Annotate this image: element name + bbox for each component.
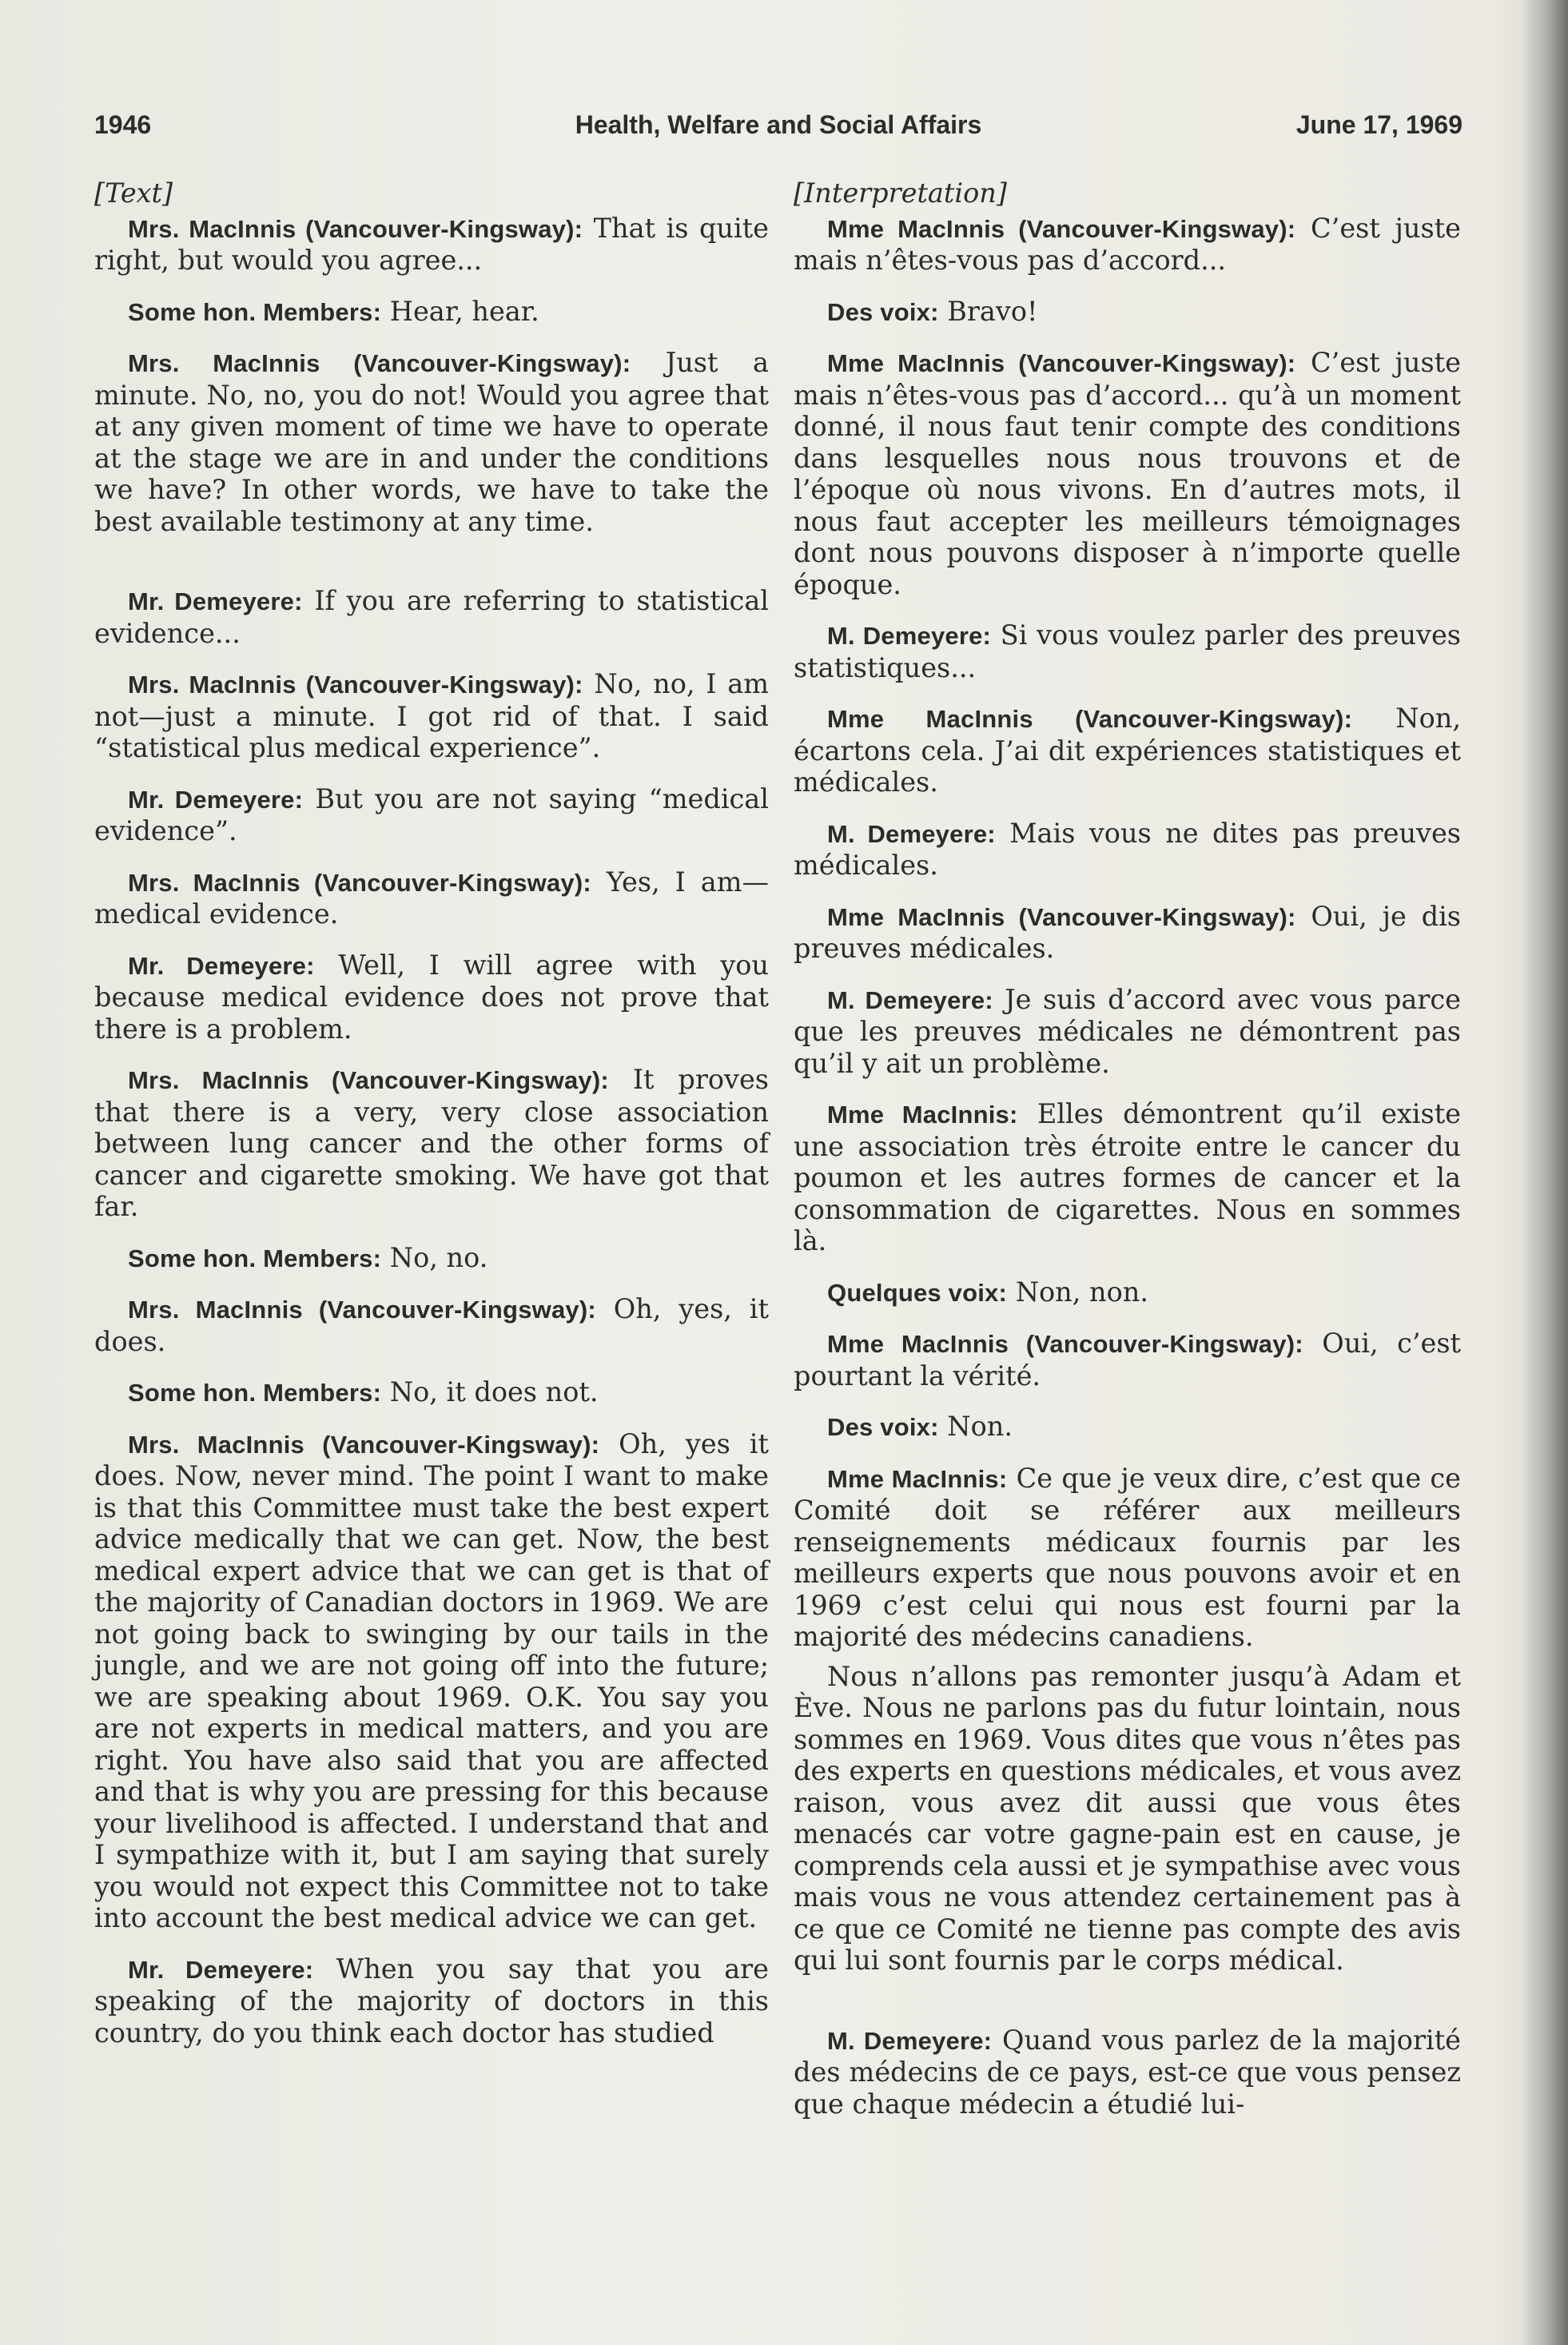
page-number: 1946 (94, 110, 152, 139)
paragraph (794, 1328, 1461, 1391)
speaker-name: Mr. Demeyere: (128, 1955, 314, 1984)
paragraph-text: Elles démontrent qu’il existe une association très étroite entre le cancer du poumon et les autres formes de cancer et la consommation de cigarettes. Nous en sommes là. (794, 1098, 1461, 1256)
speaker-name: Mr. Demeyere: (128, 785, 304, 814)
paragraph-text: Yes, I am—medical evidence. (94, 866, 769, 930)
paragraph (94, 213, 769, 277)
paragraph (794, 347, 1461, 600)
paragraph (94, 1293, 769, 1357)
speaker-name: Mrs. MacInnis (Vancouver-Kingsway): (128, 214, 583, 243)
speaker-name: Some hon. Members: (128, 1379, 382, 1407)
paragraph-text: Oh, yes, it does. (94, 1293, 769, 1357)
paragraph (794, 1276, 1461, 1309)
speaker-name: Mme MacInnis (Vancouver-Kingsway): (827, 705, 1353, 733)
paragraph-text: Mais vous ne dites pas preuves médicales. (794, 817, 1461, 881)
speaker-name: Mme MacInnis (Vancouver-Kingsway): (827, 349, 1296, 377)
paragraph-text: No, no, I am not—just a minute. I got rid of that. I said “statistical plus medical experience”. (94, 668, 769, 763)
speaker-name: Mr. Demeyere: (128, 951, 315, 980)
paragraph (94, 1064, 769, 1223)
paragraph (794, 1411, 1461, 1443)
speaker-name: Mrs. MacInnis (Vancouver-Kingsway): (128, 671, 583, 699)
paragraph-text: It proves that there is a very, very close association between lung cancer and the other forms of cancer and cigarette smoking. We have got that far. (94, 1064, 769, 1222)
paragraph (794, 1661, 1461, 1977)
paragraph (94, 1242, 769, 1275)
speaker-name: Mme MacInnis (Vancouver-Kingsway): (827, 1330, 1303, 1358)
column-heading-interpretation: [Interpretation] (794, 177, 1007, 209)
paragraph-text: C’est juste mais n’êtes-vous pas d’accord... qu’à un moment donné, il nous faut tenir compte des conditions dans lesquelles nous nous trouvons et de l’époque où nous vivons. En d’autres mots, il nous faut accepter les meilleurs témoignages dont nous pouvons disposer à n’importe quelle époque. (794, 347, 1461, 600)
speaker-name: Quelques voix: (827, 1278, 1008, 1307)
paragraph (794, 901, 1461, 965)
speaker-name: Mrs. MacInnis (Vancouver-Kingsway): (128, 1430, 600, 1459)
paragraph-text: Oui, je dis preuves médicales. (794, 900, 1461, 964)
paragraph (794, 1463, 1461, 1653)
paragraph-text: Quand vous parlez de la majorité des médecins de ce pays, est-ce que vous pensez que chaque médecin a étudié lui- (794, 2024, 1461, 2120)
paragraph-text: That is quite right, but would you agree... (94, 212, 769, 276)
paragraph-text: When you say that you are speaking of the majority of doctors in this country, do you think each doctor has studied (94, 1953, 770, 2048)
speaker-name: Mrs. MacInnis (Vancouver-Kingsway): (128, 868, 591, 897)
running-header (94, 110, 1463, 150)
english-text-column (94, 177, 769, 2068)
column-heading-text: [Text] (94, 177, 173, 209)
paragraph (94, 668, 769, 764)
paragraph-text: But you are not saying “medical evidence”. (94, 782, 769, 846)
paragraph (794, 213, 1461, 277)
paragraph (794, 619, 1461, 683)
paragraph-text: Oui, c’est pourtant la vérité. (794, 1328, 1461, 1391)
paragraph-text: Well, I will agree with you because medical evidence does not prove that there is a problem. (94, 949, 770, 1045)
paragraph (94, 585, 769, 649)
page-spine-shadow (1520, 0, 1568, 2345)
paragraph (94, 783, 769, 847)
paragraph (794, 1098, 1461, 1257)
paragraph (794, 296, 1461, 328)
speaker-name: Mrs. MacInnis (Vancouver-Kingsway): (128, 349, 631, 377)
paragraph-text: Non, écartons cela. J’ai dit expériences statistiques et médicales. (794, 703, 1461, 798)
speaker-name: Mme MacInnis (Vancouver-Kingsway): (827, 902, 1296, 931)
speaker-name: M. Demeyere: (827, 985, 993, 1014)
speaker-name: M. Demeyere: (827, 819, 996, 848)
speaker-name: Mrs. MacInnis (Vancouver-Kingsway): (128, 1296, 596, 1324)
paragraph-text: Hear, hear. (389, 295, 539, 327)
paragraph-text: Non. (947, 1411, 1013, 1442)
paragraph-text: If you are referring to statistical evidence... (94, 585, 770, 649)
speaker-name: Some hon. Members: (128, 1244, 382, 1272)
paragraph (94, 1428, 769, 1934)
speaker-name: M. Demeyere: (827, 622, 992, 650)
speaker-name: Mme MacInnis: (827, 1101, 1018, 1129)
speaker-name: Des voix: (827, 297, 939, 326)
paragraph-text: Si vous voulez parler des preuves statistiques... (794, 619, 1461, 683)
paragraph (94, 866, 769, 930)
paragraph (94, 347, 769, 537)
speaker-name: Some hon. Members: (128, 297, 382, 326)
speaker-name: Mme MacInnis: (827, 1464, 1008, 1493)
speaker-name: Mme MacInnis (Vancouver-Kingsway): (827, 214, 1296, 243)
paragraph (94, 950, 769, 1045)
paragraph (794, 703, 1461, 798)
paragraph (794, 2025, 1461, 2120)
paragraph (94, 296, 769, 328)
paragraph-text: Oh, yes it does. Now, never mind. The point I want to make is that this Committee must take the best expert advice medically that we can get. Now, the best medical expert advice that we can get is that of the majority of Canadian doctors in 1969. We are not going back to swinging by our tails in the jungle, and we are not going off into the future; we are speaking about 1969. O.K. You say you are not experts in medical matters, and you are right. You have also said that you are affected and that is why you are pressing for this because your livelihood is affected. I understand that and I sympathize with it, but I am saying that surely you would not expect this Committee not to take into account the best medical advice we can get. (94, 1427, 769, 1933)
paragraph (94, 1953, 769, 2049)
speaker-name: M. Demeyere: (827, 2026, 993, 2055)
paragraph-text: Non, non. (1015, 1276, 1149, 1308)
paragraph-text: No, it does not. (389, 1376, 599, 1407)
french-interpretation-column (794, 177, 1461, 2139)
paragraph-text: C’est juste mais n’êtes-vous pas d’accord... (794, 212, 1461, 276)
paragraph-text: No, no. (389, 1241, 488, 1273)
paragraph (794, 984, 1461, 1080)
paragraph-text: Nous n’allons pas remonter jusqu’à Adam et Ève. Nous ne parlons pas du futur lointain, nous sommes en 1969. Vous dites que vous n’êtes pas des experts en questions médicales, et vous avez raison, vous avez dit aussi que vous êtes menacés car votre gagne-pain est en cause, je comprends cela aussi et je sympathise avec vous mais vous ne vous attendez certainement pas à ce que ce Comité ne tienne pas compte des avis qui lui sont fournis par le corps médical. (794, 1660, 1461, 1976)
speaker-name: Des voix: (827, 1413, 939, 1441)
paragraph-text: Just a minute. No, no, you do not! Would you agree that at any given moment of time we have to operate at the stage we are in and under the conditions we have? In other words, we have to take the best available testimony at any time. (94, 347, 769, 537)
paragraph (94, 1376, 769, 1409)
header-title: Health, Welfare and Social Affairs (575, 110, 982, 139)
paragraph (794, 818, 1461, 882)
paragraph-text: Je suis d’accord avec vous parce que les preuves médicales ne démontrent pas qu’il y ait un problème. (794, 983, 1461, 1079)
speaker-name: Mrs. MacInnis (Vancouver-Kingsway): (128, 1066, 609, 1094)
paragraph-text: Bravo! (947, 295, 1038, 327)
header-date: June 17, 1969 (1295, 110, 1463, 139)
paragraph-text: Ce que je veux dire, c’est que ce Comité doit se référer aux meilleurs renseignements médicaux fournis par les meilleurs experts que nous pouvons avoir et en 1969 c’est celui qui nous est fourni par la majorité des médecins canadiens. (794, 1462, 1462, 1652)
speaker-name: Mr. Demeyere: (128, 587, 303, 615)
